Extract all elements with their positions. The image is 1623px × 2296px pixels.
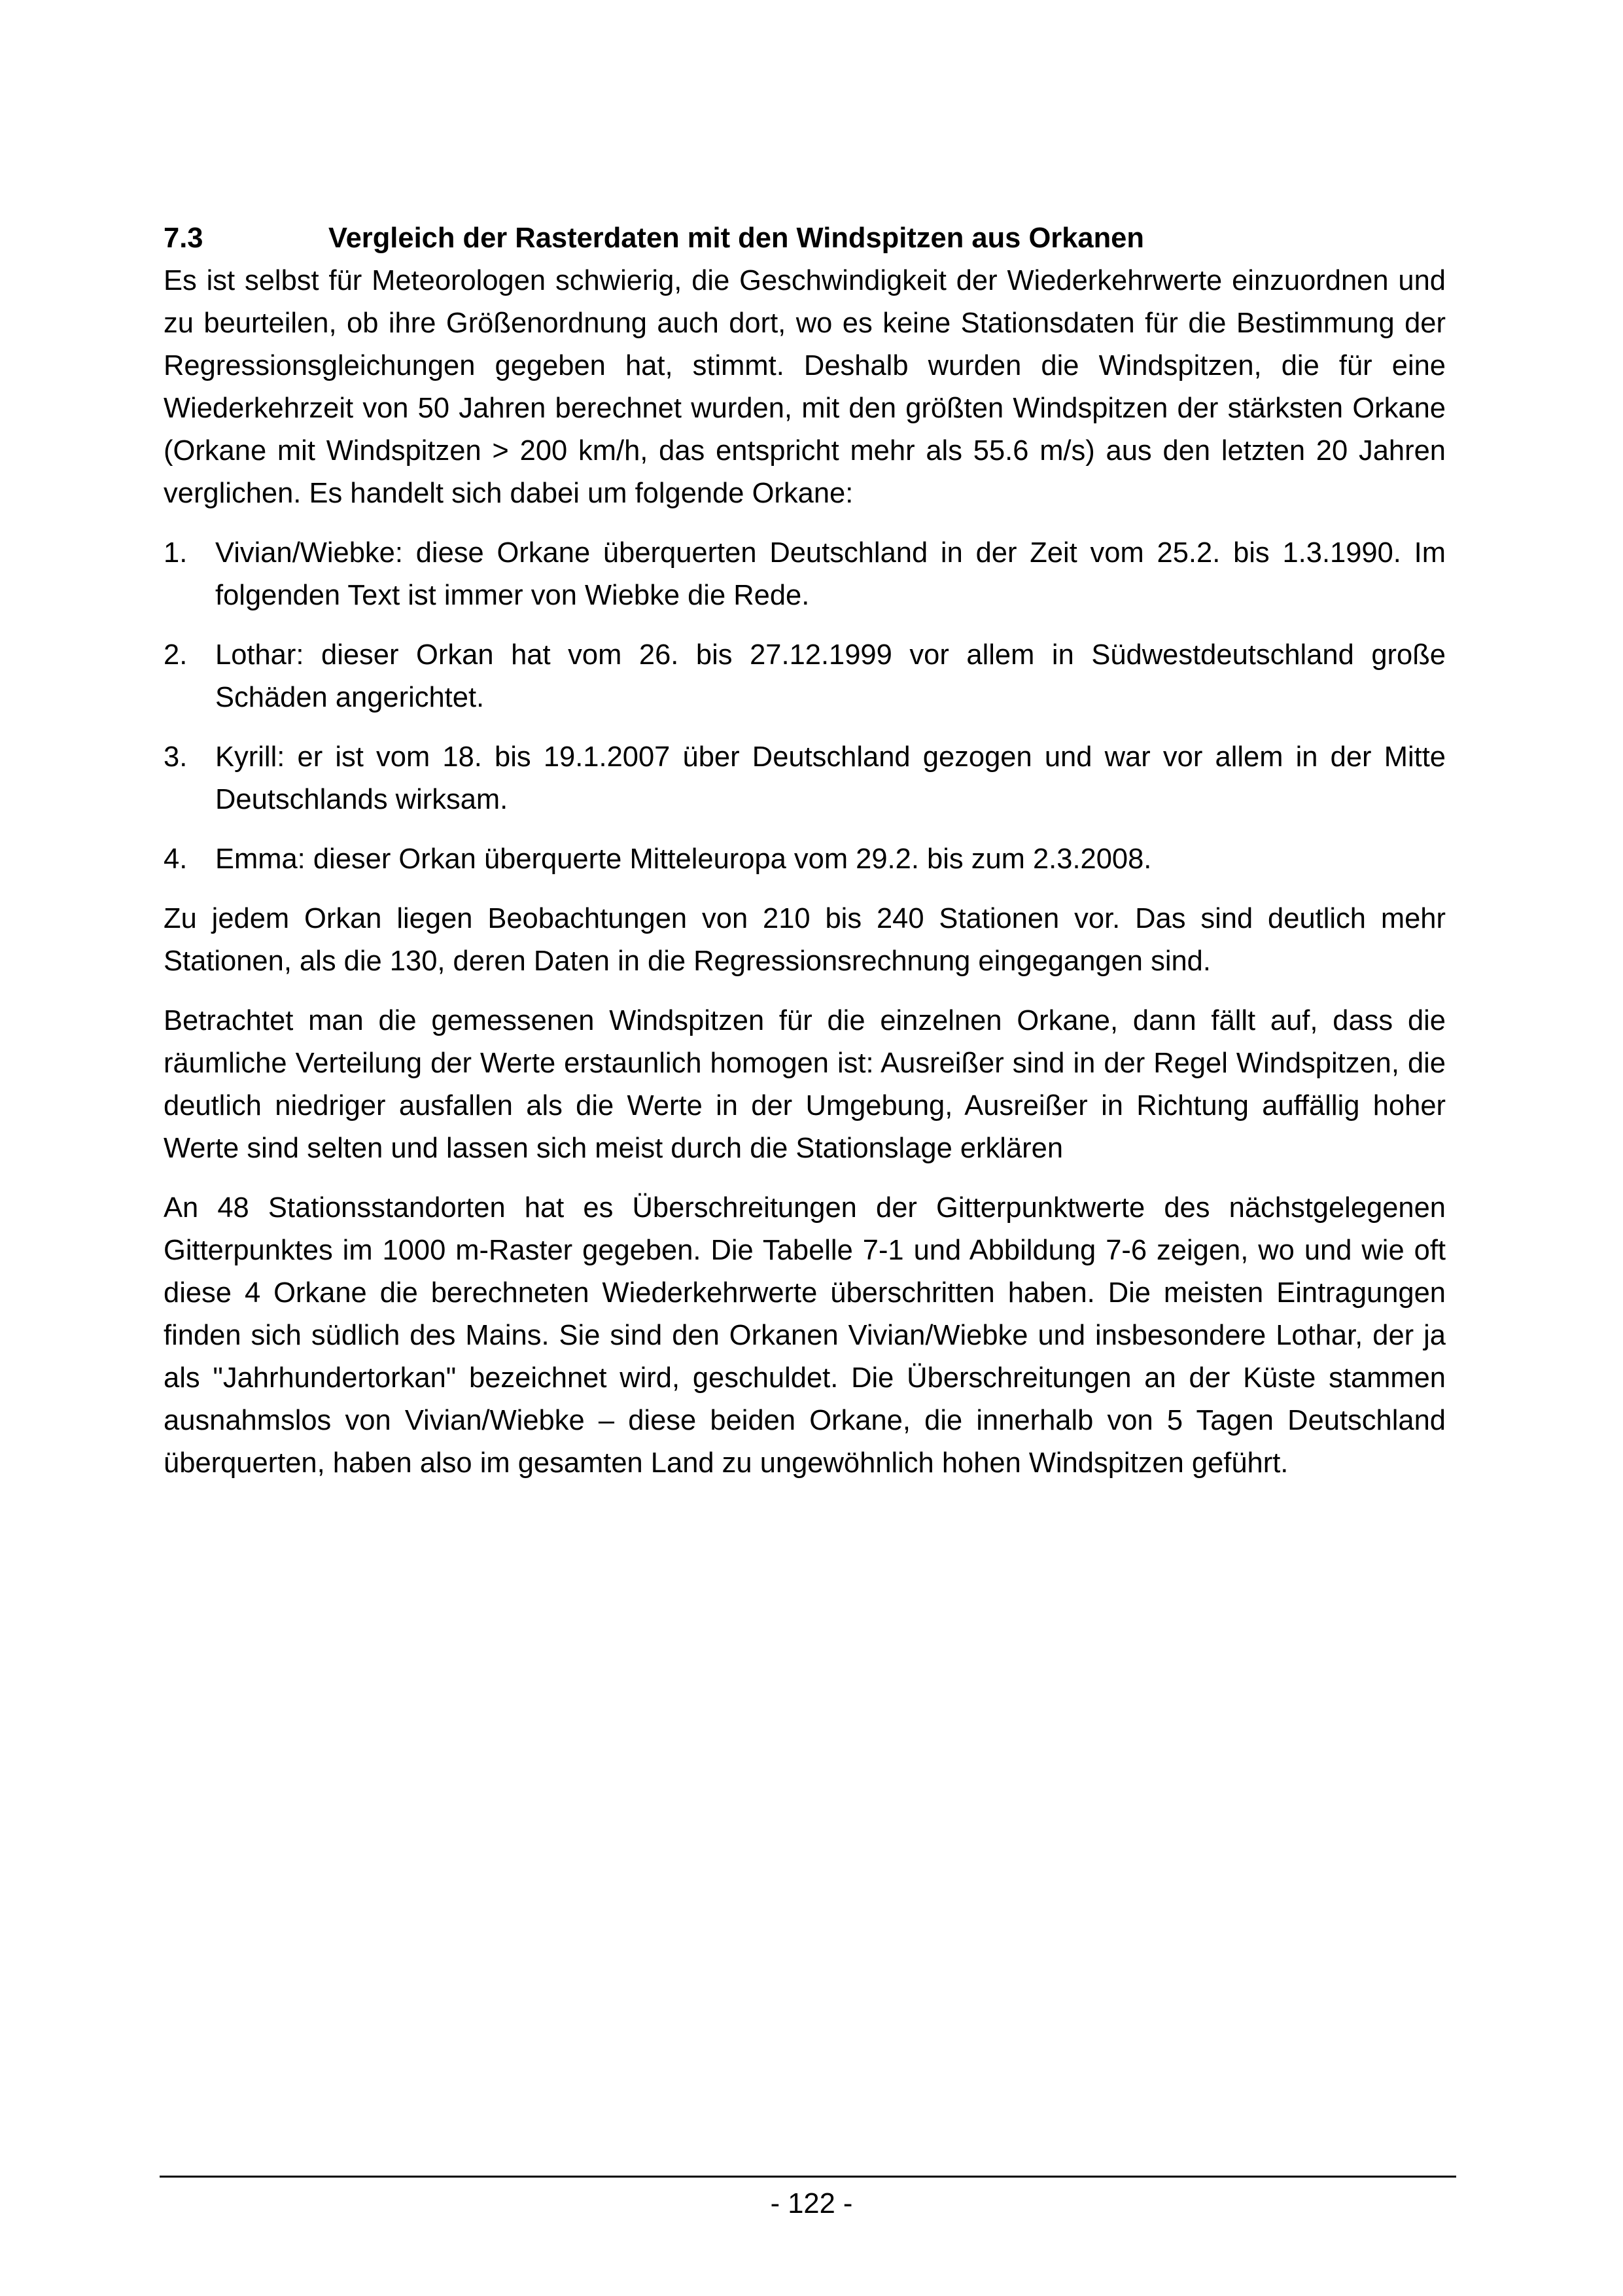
list-marker: 1. (164, 537, 188, 569)
list-item (164, 838, 1446, 881)
list-item-text: Kyrill: er ist vom 18. bis 19.1.2007 über Deutschland gezogen und war vor allem in der Mitte Deutschlands wirksam. (215, 741, 1446, 815)
list-item-text: Emma: dieser Orkan überquerte Mitteleuropa vom 29.2. bis zum 2.3.2008. (215, 843, 1152, 875)
section-title: Vergleich der Rasterdaten mit den Windspitzen aus Orkanen (328, 222, 1144, 254)
section-number: 7.3 (164, 222, 203, 254)
section-heading (164, 217, 1446, 259)
list-marker: 4. (164, 843, 188, 875)
page-number: - 122 - (770, 2188, 853, 2219)
body-paragraph: Betrachtet man die gemessenen Windspitzen für die einzelnen Orkane, dann fällt auf, dass die räumliche Verteilung der Werte erstaunlich homogen ist: Ausreißer sind in der Regel Windspitzen, die deutlich niedriger ausfallen als die Werte in der Umgebung, Ausreißer in Richtung auffällig hoher Werte sind selten und lassen sich meist durch die Stationslage erklären (164, 1005, 1446, 1164)
list-marker: 3. (164, 741, 188, 773)
list-item (164, 736, 1446, 821)
body-paragraph: Zu jedem Orkan liegen Beobachtungen von 210 bis 240 Stationen vor. Das sind deutlich mehr Stationen, als die 130, deren Daten in die Regressionsrechnung eingegangen sind. (164, 903, 1446, 977)
page-content (164, 217, 1446, 1502)
list-item-text: Vivian/Wiebke: diese Orkane überquerten Deutschland in der Zeit vom 25.2. bis 1.3.1990. Im folgenden Text ist immer von Wiebke die Rede. (215, 537, 1446, 611)
list-marker: 2. (164, 639, 188, 671)
body-paragraph: An 48 Stationsstandorten hat es Überschreitungen der Gitterpunktwerte des nächstgelegenen Gitterpunktes im 1000 m-Raster gegeben. Die Tabelle 7-1 und Abbildung 7-6 zeigen, wo und wie oft diese 4 Orkane die berechneten Wiederkehrwerte überschritten haben. Die meisten Eintragungen finden sich südlich des Mains. Sie sind den Orkanen Vivian/Wiebke und insbesondere Lothar, der ja als "Jahrhundertorkan" bezeichnet wird, geschuldet. Die Überschreitungen an der Küste stammen ausnahmslos von Vivian/Wiebke – diese beiden Orkane, die innerhalb von 5 Tagen Deutschland überquerten, haben also im gesamten Land zu ungewöhnlich hohen Windspitzen geführt. (164, 1192, 1446, 1479)
storm-list (164, 532, 1446, 881)
footer-divider (160, 2176, 1456, 2178)
list-item (164, 532, 1446, 617)
list-item (164, 634, 1446, 719)
list-item-text: Lothar: dieser Orkan hat vom 26. bis 27.12.1999 vor allem in Südwestdeutschland große Schäden angerichtet. (215, 639, 1446, 713)
intro-paragraph: Es ist selbst für Meteorologen schwierig, die Geschwindigkeit der Wiederkehrwerte einzuordnen und zu beurteilen, ob ihre Größenordnung auch dort, wo es keine Stationsdaten für die Bestimmung der Regressionsgleichungen gegeben hat, stimmt. Deshalb wurden die Windspitzen, die für eine Wiederkehrzeit von 50 Jahren berechnet wurden, mit den größten Windspitzen der stärksten Orkane (Orkane mit Windspitzen > 200 km/h, das entspricht mehr als 55.6 m/s) aus den letzten 20 Jahren verglichen. Es handelt sich dabei um folgende Orkane: (164, 265, 1446, 509)
